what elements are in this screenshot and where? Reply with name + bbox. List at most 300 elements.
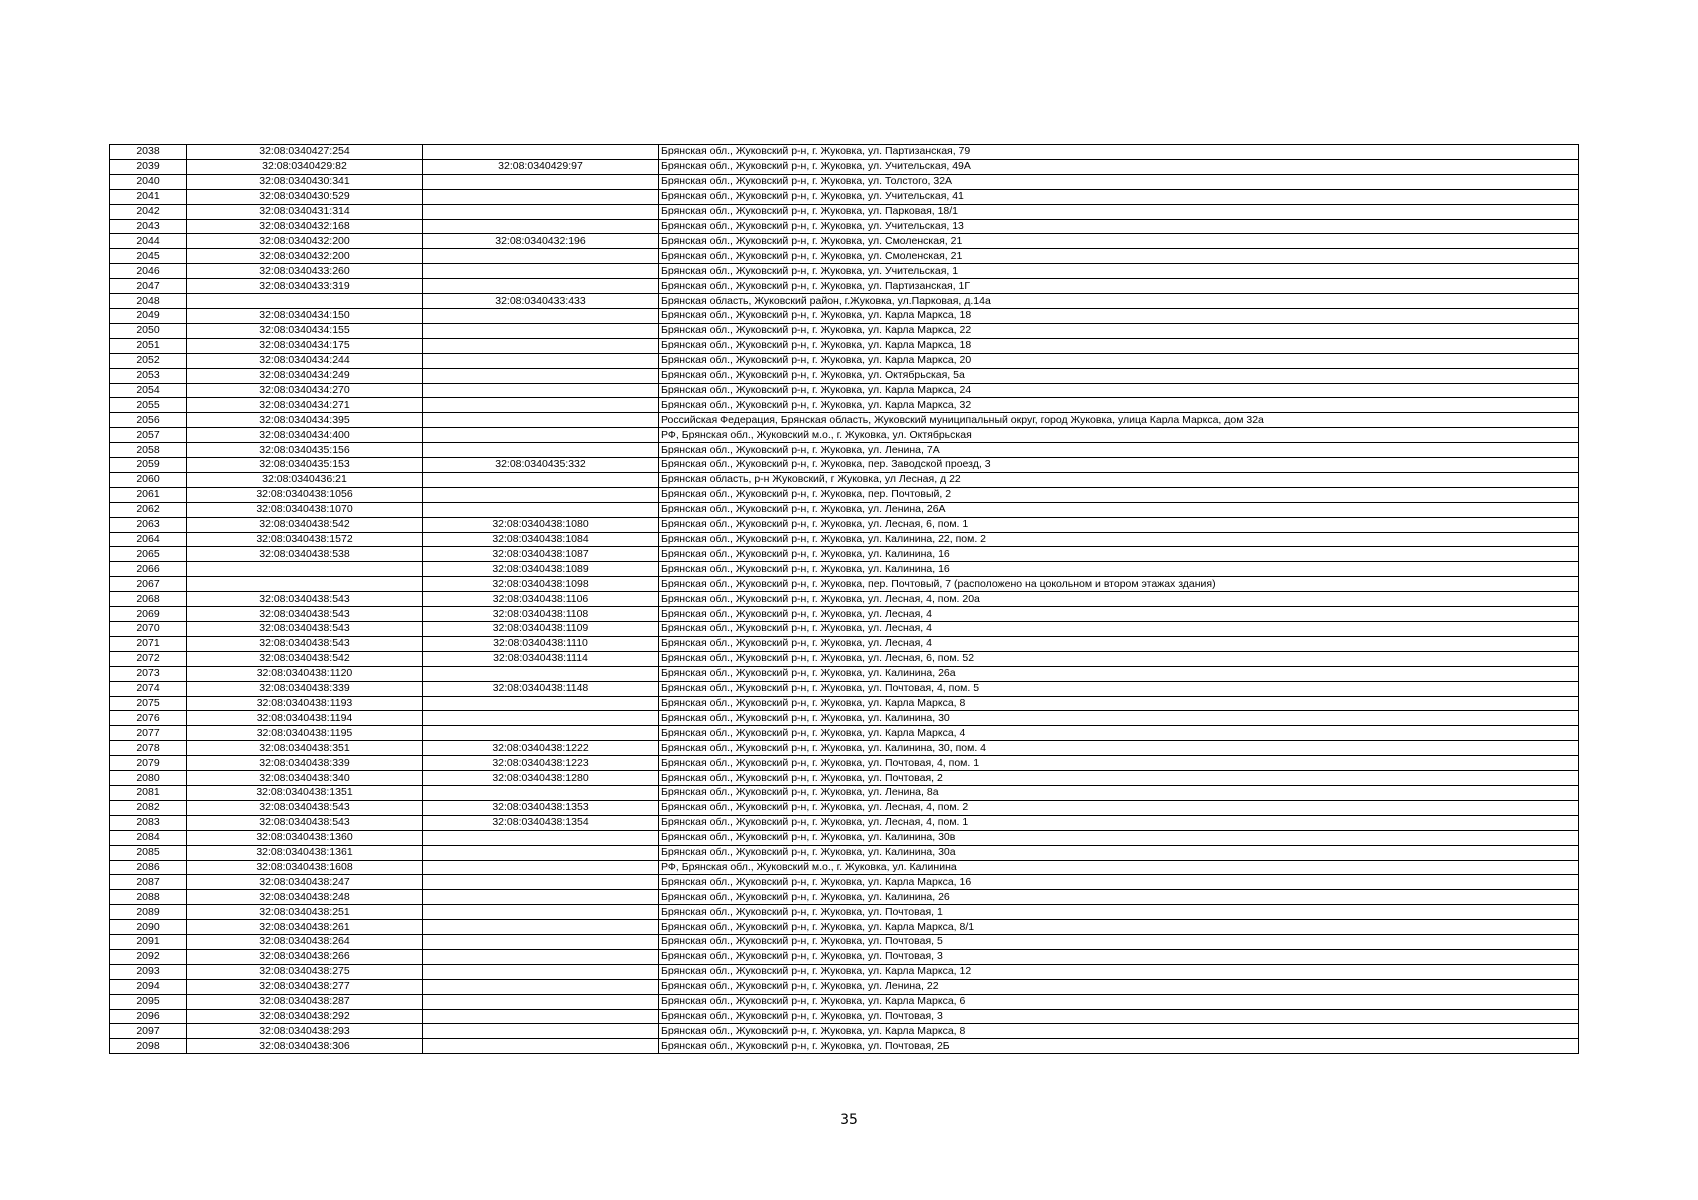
row-number-cell: 2077 — [110, 726, 187, 741]
parent-cadastral-number-cell — [423, 502, 659, 517]
table-row — [110, 636, 1579, 651]
table-row — [110, 398, 1579, 413]
row-number-cell: 2065 — [110, 547, 187, 562]
row-number-cell: 2039 — [110, 159, 187, 174]
table-row — [110, 964, 1579, 979]
table-row — [110, 935, 1579, 950]
cadastral-number-cell: 32:08:0340431:314 — [187, 204, 423, 219]
row-number-cell: 2092 — [110, 949, 187, 964]
table-row — [110, 294, 1579, 309]
row-number-cell: 2071 — [110, 636, 187, 651]
parent-cadastral-number-cell: 32:08:0340438:1354 — [423, 815, 659, 830]
row-number-cell: 2048 — [110, 294, 187, 309]
address-cell: Брянская обл., Жуковский р-н, г. Жуковка, ул. Лесная, 4 — [659, 636, 1579, 651]
address-cell: Брянская обл., Жуковский р-н, г. Жуковка, ул. Почтовая, 2 — [659, 771, 1579, 786]
address-cell: Брянская обл., Жуковский р-н, г. Жуковка, ул. Ленина, 8а — [659, 785, 1579, 800]
row-number-cell: 2051 — [110, 338, 187, 353]
parent-cadastral-number-cell: 32:08:0340438:1106 — [423, 592, 659, 607]
table-row — [110, 577, 1579, 592]
parent-cadastral-number-cell — [423, 219, 659, 234]
address-cell: Брянская обл., Жуковский р-н, г. Жуковка, ул. Карла Маркса, 12 — [659, 964, 1579, 979]
row-number-cell: 2061 — [110, 487, 187, 502]
address-cell: Брянская обл., Жуковский р-н, г. Жуковка, ул. Карла Маркса, 8 — [659, 696, 1579, 711]
row-number-cell: 2069 — [110, 607, 187, 622]
cadastral-number-cell: 32:08:0340438:340 — [187, 771, 423, 786]
cadastral-number-cell: 32:08:0340429:82 — [187, 159, 423, 174]
cadastral-number-cell: 32:08:0340434:249 — [187, 368, 423, 383]
table-row — [110, 741, 1579, 756]
address-cell: Брянская обл., Жуковский р-н, г. Жуковка, ул. Лесная, 4 — [659, 622, 1579, 637]
parent-cadastral-number-cell — [423, 279, 659, 294]
table-row — [110, 890, 1579, 905]
address-cell: Брянская обл., Жуковский р-н, г. Жуковка, ул. Лесная, 4, пом. 20а — [659, 592, 1579, 607]
cadastral-number-cell: 32:08:0340438:538 — [187, 547, 423, 562]
address-cell: Брянская обл., Жуковский р-н, г. Жуковка, ул. Почтовая, 1 — [659, 905, 1579, 920]
table-row — [110, 607, 1579, 622]
table-row — [110, 487, 1579, 502]
cadastral-number-cell: 32:08:0340433:319 — [187, 279, 423, 294]
cadastral-number-cell: 32:08:0340438:542 — [187, 651, 423, 666]
parent-cadastral-number-cell — [423, 860, 659, 875]
table-row — [110, 726, 1579, 741]
row-number-cell: 2067 — [110, 577, 187, 592]
address-cell: Брянская обл., Жуковский р-н, г. Жуковка, ул. Учительская, 49А — [659, 159, 1579, 174]
cadastral-number-cell: 32:08:0340434:155 — [187, 323, 423, 338]
cadastral-number-cell: 32:08:0340438:247 — [187, 875, 423, 890]
row-number-cell: 2062 — [110, 502, 187, 517]
row-number-cell: 2081 — [110, 785, 187, 800]
row-number-cell: 2052 — [110, 353, 187, 368]
parent-cadastral-number-cell: 32:08:0340429:97 — [423, 159, 659, 174]
address-cell: Брянская обл., Жуковский р-н, г. Жуковка, ул. Карла Маркса, 24 — [659, 383, 1579, 398]
table-row — [110, 428, 1579, 443]
cadastral-number-cell: 32:08:0340433:260 — [187, 264, 423, 279]
address-cell: Брянская обл., Жуковский р-н, г. Жуковка, ул. Учительская, 13 — [659, 219, 1579, 234]
parent-cadastral-number-cell: 32:08:0340438:1280 — [423, 771, 659, 786]
registry-table-body — [110, 145, 1579, 1054]
address-cell: Брянская обл., Жуковский р-н, г. Жуковка, ул. Октябрьская, 5а — [659, 368, 1579, 383]
table-row — [110, 517, 1579, 532]
cadastral-number-cell: 32:08:0340438:543 — [187, 636, 423, 651]
row-number-cell: 2086 — [110, 860, 187, 875]
parent-cadastral-number-cell — [423, 964, 659, 979]
table-row — [110, 234, 1579, 249]
address-cell: Брянская обл., Жуковский р-н, г. Жуковка, ул. Карла Маркса, 8 — [659, 1024, 1579, 1039]
parent-cadastral-number-cell — [423, 845, 659, 860]
cadastral-number-cell: 32:08:0340438:1194 — [187, 711, 423, 726]
row-number-cell: 2043 — [110, 219, 187, 234]
table-row — [110, 905, 1579, 920]
address-cell: Брянская обл., Жуковский р-н, г. Жуковка, ул. Почтовая, 3 — [659, 1009, 1579, 1024]
cadastral-number-cell: 32:08:0340438:543 — [187, 622, 423, 637]
cadastral-number-cell: 32:08:0340438:1193 — [187, 696, 423, 711]
address-cell: Брянская обл., Жуковский р-н, г. Жуковка, ул. Лесная, 4, пом. 2 — [659, 800, 1579, 815]
address-cell: Брянская область, р-н Жуковский, г Жуковка, ул Лесная, д 22 — [659, 472, 1579, 487]
cadastral-number-cell: 32:08:0340438:339 — [187, 681, 423, 696]
table-row — [110, 353, 1579, 368]
cadastral-number-cell: 32:08:0340438:1361 — [187, 845, 423, 860]
row-number-cell: 2056 — [110, 413, 187, 428]
parent-cadastral-number-cell — [423, 443, 659, 458]
table-row — [110, 413, 1579, 428]
table-row — [110, 145, 1579, 160]
parent-cadastral-number-cell — [423, 905, 659, 920]
parent-cadastral-number-cell: 32:08:0340438:1353 — [423, 800, 659, 815]
address-cell: Брянская обл., Жуковский р-н, г. Жуковка, пер. Почтовый, 7 (расположено на цокольном и втором этажах здания) — [659, 577, 1579, 592]
row-number-cell: 2041 — [110, 189, 187, 204]
parent-cadastral-number-cell — [423, 204, 659, 219]
cadastral-number-cell: 32:08:0340438:251 — [187, 905, 423, 920]
table-row — [110, 174, 1579, 189]
row-number-cell: 2049 — [110, 308, 187, 323]
address-cell: Брянская обл., Жуковский р-н, г. Жуковка, ул. Лесная, 6, пом. 1 — [659, 517, 1579, 532]
address-cell: Брянская обл., Жуковский р-н, г. Жуковка, ул. Калинина, 30 — [659, 711, 1579, 726]
cadastral-number-cell: 32:08:0340438:1608 — [187, 860, 423, 875]
table-row — [110, 1024, 1579, 1039]
table-row — [110, 323, 1579, 338]
parent-cadastral-number-cell: 32:08:0340433:433 — [423, 294, 659, 309]
cadastral-number-cell: 32:08:0340435:153 — [187, 458, 423, 473]
address-cell: Брянская обл., Жуковский р-н, г. Жуковка, ул. Ленина, 26А — [659, 502, 1579, 517]
parent-cadastral-number-cell — [423, 174, 659, 189]
parent-cadastral-number-cell — [423, 413, 659, 428]
parent-cadastral-number-cell — [423, 428, 659, 443]
table-row — [110, 204, 1579, 219]
address-cell: Брянская обл., Жуковский р-н, г. Жуковка, пер. Заводской проезд, 3 — [659, 458, 1579, 473]
row-number-cell: 2068 — [110, 592, 187, 607]
cadastral-number-cell — [187, 294, 423, 309]
row-number-cell: 2042 — [110, 204, 187, 219]
address-cell: Российская Федерация, Брянская область, Жуковский муниципальный округ, город Жуковка, улица Карла Маркса, дом 32а — [659, 413, 1579, 428]
table-row — [110, 562, 1579, 577]
cadastral-number-cell: 32:08:0340438:339 — [187, 756, 423, 771]
cadastral-number-cell: 32:08:0340438:1351 — [187, 785, 423, 800]
cadastral-number-cell: 32:08:0340432:200 — [187, 234, 423, 249]
address-cell: Брянская обл., Жуковский р-н, г. Жуковка, ул. Ленина, 7А — [659, 443, 1579, 458]
cadastral-number-cell — [187, 562, 423, 577]
row-number-cell: 2059 — [110, 458, 187, 473]
table-row — [110, 443, 1579, 458]
cadastral-number-cell: 32:08:0340438:292 — [187, 1009, 423, 1024]
address-cell: Брянская обл., Жуковский р-н, г. Жуковка, ул. Почтовая, 3 — [659, 949, 1579, 964]
cadastral-number-cell: 32:08:0340432:168 — [187, 219, 423, 234]
cadastral-number-cell: 32:08:0340438:275 — [187, 964, 423, 979]
table-row — [110, 830, 1579, 845]
cadastral-number-cell: 32:08:0340430:529 — [187, 189, 423, 204]
cadastral-number-cell — [187, 577, 423, 592]
cadastral-number-cell: 32:08:0340427:254 — [187, 145, 423, 160]
parent-cadastral-number-cell — [423, 666, 659, 681]
row-number-cell: 2095 — [110, 994, 187, 1009]
table-row — [110, 815, 1579, 830]
cadastral-number-cell: 32:08:0340438:1120 — [187, 666, 423, 681]
row-number-cell: 2045 — [110, 249, 187, 264]
row-number-cell: 2087 — [110, 875, 187, 890]
cadastral-number-cell: 32:08:0340438:1360 — [187, 830, 423, 845]
row-number-cell: 2098 — [110, 1039, 187, 1054]
row-number-cell: 2090 — [110, 920, 187, 935]
address-cell: Брянская обл., Жуковский р-н, г. Жуковка, ул. Калинина, 30, пом. 4 — [659, 741, 1579, 756]
table-row — [110, 711, 1579, 726]
cadastral-number-cell: 32:08:0340438:1070 — [187, 502, 423, 517]
row-number-cell: 2058 — [110, 443, 187, 458]
row-number-cell: 2076 — [110, 711, 187, 726]
table-row — [110, 771, 1579, 786]
parent-cadastral-number-cell — [423, 383, 659, 398]
address-cell: Брянская обл., Жуковский р-н, г. Жуковка, ул. Лесная, 4 — [659, 607, 1579, 622]
address-cell: Брянская обл., Жуковский р-н, г. Жуковка, ул. Партизанская, 1Г — [659, 279, 1579, 294]
table-row — [110, 264, 1579, 279]
parent-cadastral-number-cell — [423, 338, 659, 353]
row-number-cell: 2094 — [110, 979, 187, 994]
table-row — [110, 785, 1579, 800]
row-number-cell: 2038 — [110, 145, 187, 160]
parent-cadastral-number-cell: 32:08:0340438:1109 — [423, 622, 659, 637]
parent-cadastral-number-cell — [423, 979, 659, 994]
table-row — [110, 532, 1579, 547]
row-number-cell: 2080 — [110, 771, 187, 786]
address-cell: Брянская обл., Жуковский р-н, г. Жуковка, ул. Смоленская, 21 — [659, 234, 1579, 249]
parent-cadastral-number-cell: 32:08:0340438:1114 — [423, 651, 659, 666]
parent-cadastral-number-cell: 32:08:0340438:1108 — [423, 607, 659, 622]
parent-cadastral-number-cell: 32:08:0340438:1223 — [423, 756, 659, 771]
parent-cadastral-number-cell: 32:08:0340432:196 — [423, 234, 659, 249]
cadastral-number-cell: 32:08:0340438:1195 — [187, 726, 423, 741]
registry-table — [109, 144, 1579, 1054]
row-number-cell: 2074 — [110, 681, 187, 696]
row-number-cell: 2047 — [110, 279, 187, 294]
page-number: 35 — [840, 1112, 858, 1128]
parent-cadastral-number-cell — [423, 1009, 659, 1024]
table-row — [110, 159, 1579, 174]
address-cell: Брянская обл., Жуковский р-н, г. Жуковка, ул. Карла Маркса, 18 — [659, 338, 1579, 353]
row-number-cell: 2063 — [110, 517, 187, 532]
row-number-cell: 2053 — [110, 368, 187, 383]
address-cell: Брянская обл., Жуковский р-н, г. Жуковка, ул. Почтовая, 5 — [659, 935, 1579, 950]
address-cell: Брянская обл., Жуковский р-н, г. Жуковка, ул. Учительская, 1 — [659, 264, 1579, 279]
address-cell: Брянская обл., Жуковский р-н, г. Жуковка, ул. Карла Маркса, 8/1 — [659, 920, 1579, 935]
cadastral-number-cell: 32:08:0340438:351 — [187, 741, 423, 756]
table-row — [110, 860, 1579, 875]
table-row — [110, 800, 1579, 815]
address-cell: Брянская обл., Жуковский р-н, г. Жуковка, ул. Толстого, 32А — [659, 174, 1579, 189]
cadastral-number-cell: 32:08:0340438:306 — [187, 1039, 423, 1054]
parent-cadastral-number-cell — [423, 949, 659, 964]
cadastral-number-cell: 32:08:0340438:1056 — [187, 487, 423, 502]
row-number-cell: 2054 — [110, 383, 187, 398]
cadastral-number-cell: 32:08:0340438:543 — [187, 607, 423, 622]
cadastral-number-cell: 32:08:0340438:287 — [187, 994, 423, 1009]
address-cell: Брянская обл., Жуковский р-н, г. Жуковка, ул. Калинина, 30в — [659, 830, 1579, 845]
parent-cadastral-number-cell — [423, 935, 659, 950]
table-row — [110, 502, 1579, 517]
parent-cadastral-number-cell: 32:08:0340438:1222 — [423, 741, 659, 756]
parent-cadastral-number-cell — [423, 264, 659, 279]
address-cell: Брянская обл., Жуковский р-н, г. Жуковка, ул. Калинина, 30а — [659, 845, 1579, 860]
parent-cadastral-number-cell: 32:08:0340438:1148 — [423, 681, 659, 696]
cadastral-number-cell: 32:08:0340438:264 — [187, 935, 423, 950]
parent-cadastral-number-cell: 32:08:0340438:1098 — [423, 577, 659, 592]
address-cell: Брянская обл., Жуковский р-н, г. Жуковка, ул. Учительская, 41 — [659, 189, 1579, 204]
address-cell: Брянская обл., Жуковский р-н, г. Жуковка, ул. Партизанская, 79 — [659, 145, 1579, 160]
row-number-cell: 2040 — [110, 174, 187, 189]
table-row — [110, 651, 1579, 666]
table-row — [110, 308, 1579, 323]
parent-cadastral-number-cell: 32:08:0340438:1089 — [423, 562, 659, 577]
row-number-cell: 2089 — [110, 905, 187, 920]
row-number-cell: 2085 — [110, 845, 187, 860]
row-number-cell: 2075 — [110, 696, 187, 711]
row-number-cell: 2078 — [110, 741, 187, 756]
cadastral-number-cell: 32:08:0340434:175 — [187, 338, 423, 353]
address-cell: Брянская обл., Жуковский р-н, г. Жуковка, ул. Карла Маркса, 20 — [659, 353, 1579, 368]
address-cell: Брянская обл., Жуковский р-н, г. Жуковка, ул. Лесная, 4, пом. 1 — [659, 815, 1579, 830]
cadastral-number-cell: 32:08:0340438:261 — [187, 920, 423, 935]
cadastral-number-cell: 32:08:0340434:271 — [187, 398, 423, 413]
table-row — [110, 279, 1579, 294]
table-row — [110, 920, 1579, 935]
row-number-cell: 2046 — [110, 264, 187, 279]
row-number-cell: 2050 — [110, 323, 187, 338]
cadastral-number-cell: 32:08:0340432:200 — [187, 249, 423, 264]
cadastral-number-cell: 32:08:0340430:341 — [187, 174, 423, 189]
address-cell: Брянская обл., Жуковский р-н, г. Жуковка, ул. Калинина, 22, пом. 2 — [659, 532, 1579, 547]
address-cell: Брянская обл., Жуковский р-н, г. Жуковка, ул. Лесная, 6, пом. 52 — [659, 651, 1579, 666]
parent-cadastral-number-cell — [423, 920, 659, 935]
table-row — [110, 875, 1579, 890]
parent-cadastral-number-cell: 32:08:0340435:332 — [423, 458, 659, 473]
address-cell: Брянская обл., Жуковский р-н, г. Жуковка, пер. Почтовый, 2 — [659, 487, 1579, 502]
parent-cadastral-number-cell — [423, 323, 659, 338]
cadastral-number-cell: 32:08:0340438:543 — [187, 815, 423, 830]
address-cell: Брянская обл., Жуковский р-н, г. Жуковка, ул. Карла Маркса, 6 — [659, 994, 1579, 1009]
cadastral-number-cell: 32:08:0340438:266 — [187, 949, 423, 964]
row-number-cell: 2097 — [110, 1024, 187, 1039]
address-cell: Брянская обл., Жуковский р-н, г. Жуковка, ул. Калинина, 16 — [659, 547, 1579, 562]
table-row — [110, 994, 1579, 1009]
parent-cadastral-number-cell — [423, 308, 659, 323]
table-row — [110, 458, 1579, 473]
cadastral-number-cell: 32:08:0340434:270 — [187, 383, 423, 398]
cadastral-number-cell: 32:08:0340438:542 — [187, 517, 423, 532]
cadastral-number-cell: 32:08:0340438:1572 — [187, 532, 423, 547]
row-number-cell: 2066 — [110, 562, 187, 577]
parent-cadastral-number-cell — [423, 398, 659, 413]
cadastral-number-cell: 32:08:0340434:150 — [187, 308, 423, 323]
address-cell: Брянская обл., Жуковский р-н, г. Жуковка, ул. Карла Маркса, 4 — [659, 726, 1579, 741]
row-number-cell: 2088 — [110, 890, 187, 905]
cadastral-number-cell: 32:08:0340438:543 — [187, 800, 423, 815]
parent-cadastral-number-cell — [423, 249, 659, 264]
row-number-cell: 2055 — [110, 398, 187, 413]
address-cell: Брянская обл., Жуковский р-н, г. Жуковка, ул. Калинина, 16 — [659, 562, 1579, 577]
row-number-cell: 2091 — [110, 935, 187, 950]
address-cell: Брянская обл., Жуковский р-н, г. Жуковка, ул. Ленина, 22 — [659, 979, 1579, 994]
row-number-cell: 2072 — [110, 651, 187, 666]
parent-cadastral-number-cell: 32:08:0340438:1084 — [423, 532, 659, 547]
table-row — [110, 383, 1579, 398]
cadastral-number-cell: 32:08:0340436:21 — [187, 472, 423, 487]
table-row — [110, 681, 1579, 696]
parent-cadastral-number-cell — [423, 487, 659, 502]
row-number-cell: 2082 — [110, 800, 187, 815]
table-row — [110, 368, 1579, 383]
cadastral-number-cell: 32:08:0340438:248 — [187, 890, 423, 905]
table-row — [110, 622, 1579, 637]
row-number-cell: 2057 — [110, 428, 187, 443]
cadastral-number-cell: 32:08:0340435:156 — [187, 443, 423, 458]
parent-cadastral-number-cell — [423, 353, 659, 368]
table-row — [110, 979, 1579, 994]
table-row — [110, 189, 1579, 204]
table-row — [110, 845, 1579, 860]
parent-cadastral-number-cell — [423, 1039, 659, 1054]
parent-cadastral-number-cell — [423, 1024, 659, 1039]
address-cell: Брянская обл., Жуковский р-н, г. Жуковка, ул. Почтовая, 2Б — [659, 1039, 1579, 1054]
row-number-cell: 2070 — [110, 622, 187, 637]
parent-cadastral-number-cell — [423, 830, 659, 845]
parent-cadastral-number-cell — [423, 785, 659, 800]
table-row — [110, 949, 1579, 964]
parent-cadastral-number-cell: 32:08:0340438:1110 — [423, 636, 659, 651]
table-row — [110, 696, 1579, 711]
address-cell: РФ, Брянская обл., Жуковский м.о., г. Жуковка, ул. Октябрьская — [659, 428, 1579, 443]
table-row — [110, 592, 1579, 607]
parent-cadastral-number-cell — [423, 696, 659, 711]
parent-cadastral-number-cell: 32:08:0340438:1087 — [423, 547, 659, 562]
parent-cadastral-number-cell: 32:08:0340438:1080 — [423, 517, 659, 532]
row-number-cell: 2064 — [110, 532, 187, 547]
row-number-cell: 2079 — [110, 756, 187, 771]
cadastral-number-cell: 32:08:0340438:277 — [187, 979, 423, 994]
parent-cadastral-number-cell — [423, 875, 659, 890]
row-number-cell: 2083 — [110, 815, 187, 830]
cadastral-number-cell: 32:08:0340438:543 — [187, 592, 423, 607]
address-cell: Брянская обл., Жуковский р-н, г. Жуковка, ул. Почтовая, 4, пом. 5 — [659, 681, 1579, 696]
parent-cadastral-number-cell — [423, 368, 659, 383]
table-row — [110, 472, 1579, 487]
address-cell: Брянская обл., Жуковский р-н, г. Жуковка, ул. Калинина, 26 — [659, 890, 1579, 905]
table-row — [110, 547, 1579, 562]
row-number-cell: 2044 — [110, 234, 187, 249]
address-cell: Брянская обл., Жуковский р-н, г. Жуковка, ул. Карла Маркса, 32 — [659, 398, 1579, 413]
table-row — [110, 666, 1579, 681]
address-cell: Брянская обл., Жуковский р-н, г. Жуковка, ул. Карла Маркса, 18 — [659, 308, 1579, 323]
table-row — [110, 1039, 1579, 1054]
cadastral-number-cell: 32:08:0340434:395 — [187, 413, 423, 428]
cadastral-number-cell: 32:08:0340434:244 — [187, 353, 423, 368]
parent-cadastral-number-cell — [423, 994, 659, 1009]
parent-cadastral-number-cell — [423, 472, 659, 487]
address-cell: Брянская обл., Жуковский р-н, г. Жуковка, ул. Почтовая, 4, пом. 1 — [659, 756, 1579, 771]
cadastral-number-cell: 32:08:0340434:400 — [187, 428, 423, 443]
cadastral-number-cell: 32:08:0340438:293 — [187, 1024, 423, 1039]
row-number-cell: 2084 — [110, 830, 187, 845]
address-cell: Брянская обл., Жуковский р-н, г. Жуковка, ул. Карла Маркса, 22 — [659, 323, 1579, 338]
address-cell: Брянская обл., Жуковский р-н, г. Жуковка, ул. Смоленская, 21 — [659, 249, 1579, 264]
address-cell: Брянская обл., Жуковский р-н, г. Жуковка, ул. Калинина, 26а — [659, 666, 1579, 681]
address-cell: РФ, Брянская обл., Жуковский м.о., г. Жуковка, ул. Калинина — [659, 860, 1579, 875]
table-row — [110, 1009, 1579, 1024]
address-cell: Брянская область, Жуковский район, г.Жуковка, ул.Парковая, д.14а — [659, 294, 1579, 309]
table-row — [110, 338, 1579, 353]
parent-cadastral-number-cell — [423, 145, 659, 160]
row-number-cell: 2073 — [110, 666, 187, 681]
row-number-cell: 2096 — [110, 1009, 187, 1024]
address-cell: Брянская обл., Жуковский р-н, г. Жуковка, ул. Карла Маркса, 16 — [659, 875, 1579, 890]
parent-cadastral-number-cell — [423, 189, 659, 204]
address-cell: Брянская обл., Жуковский р-н, г. Жуковка, ул. Парковая, 18/1 — [659, 204, 1579, 219]
